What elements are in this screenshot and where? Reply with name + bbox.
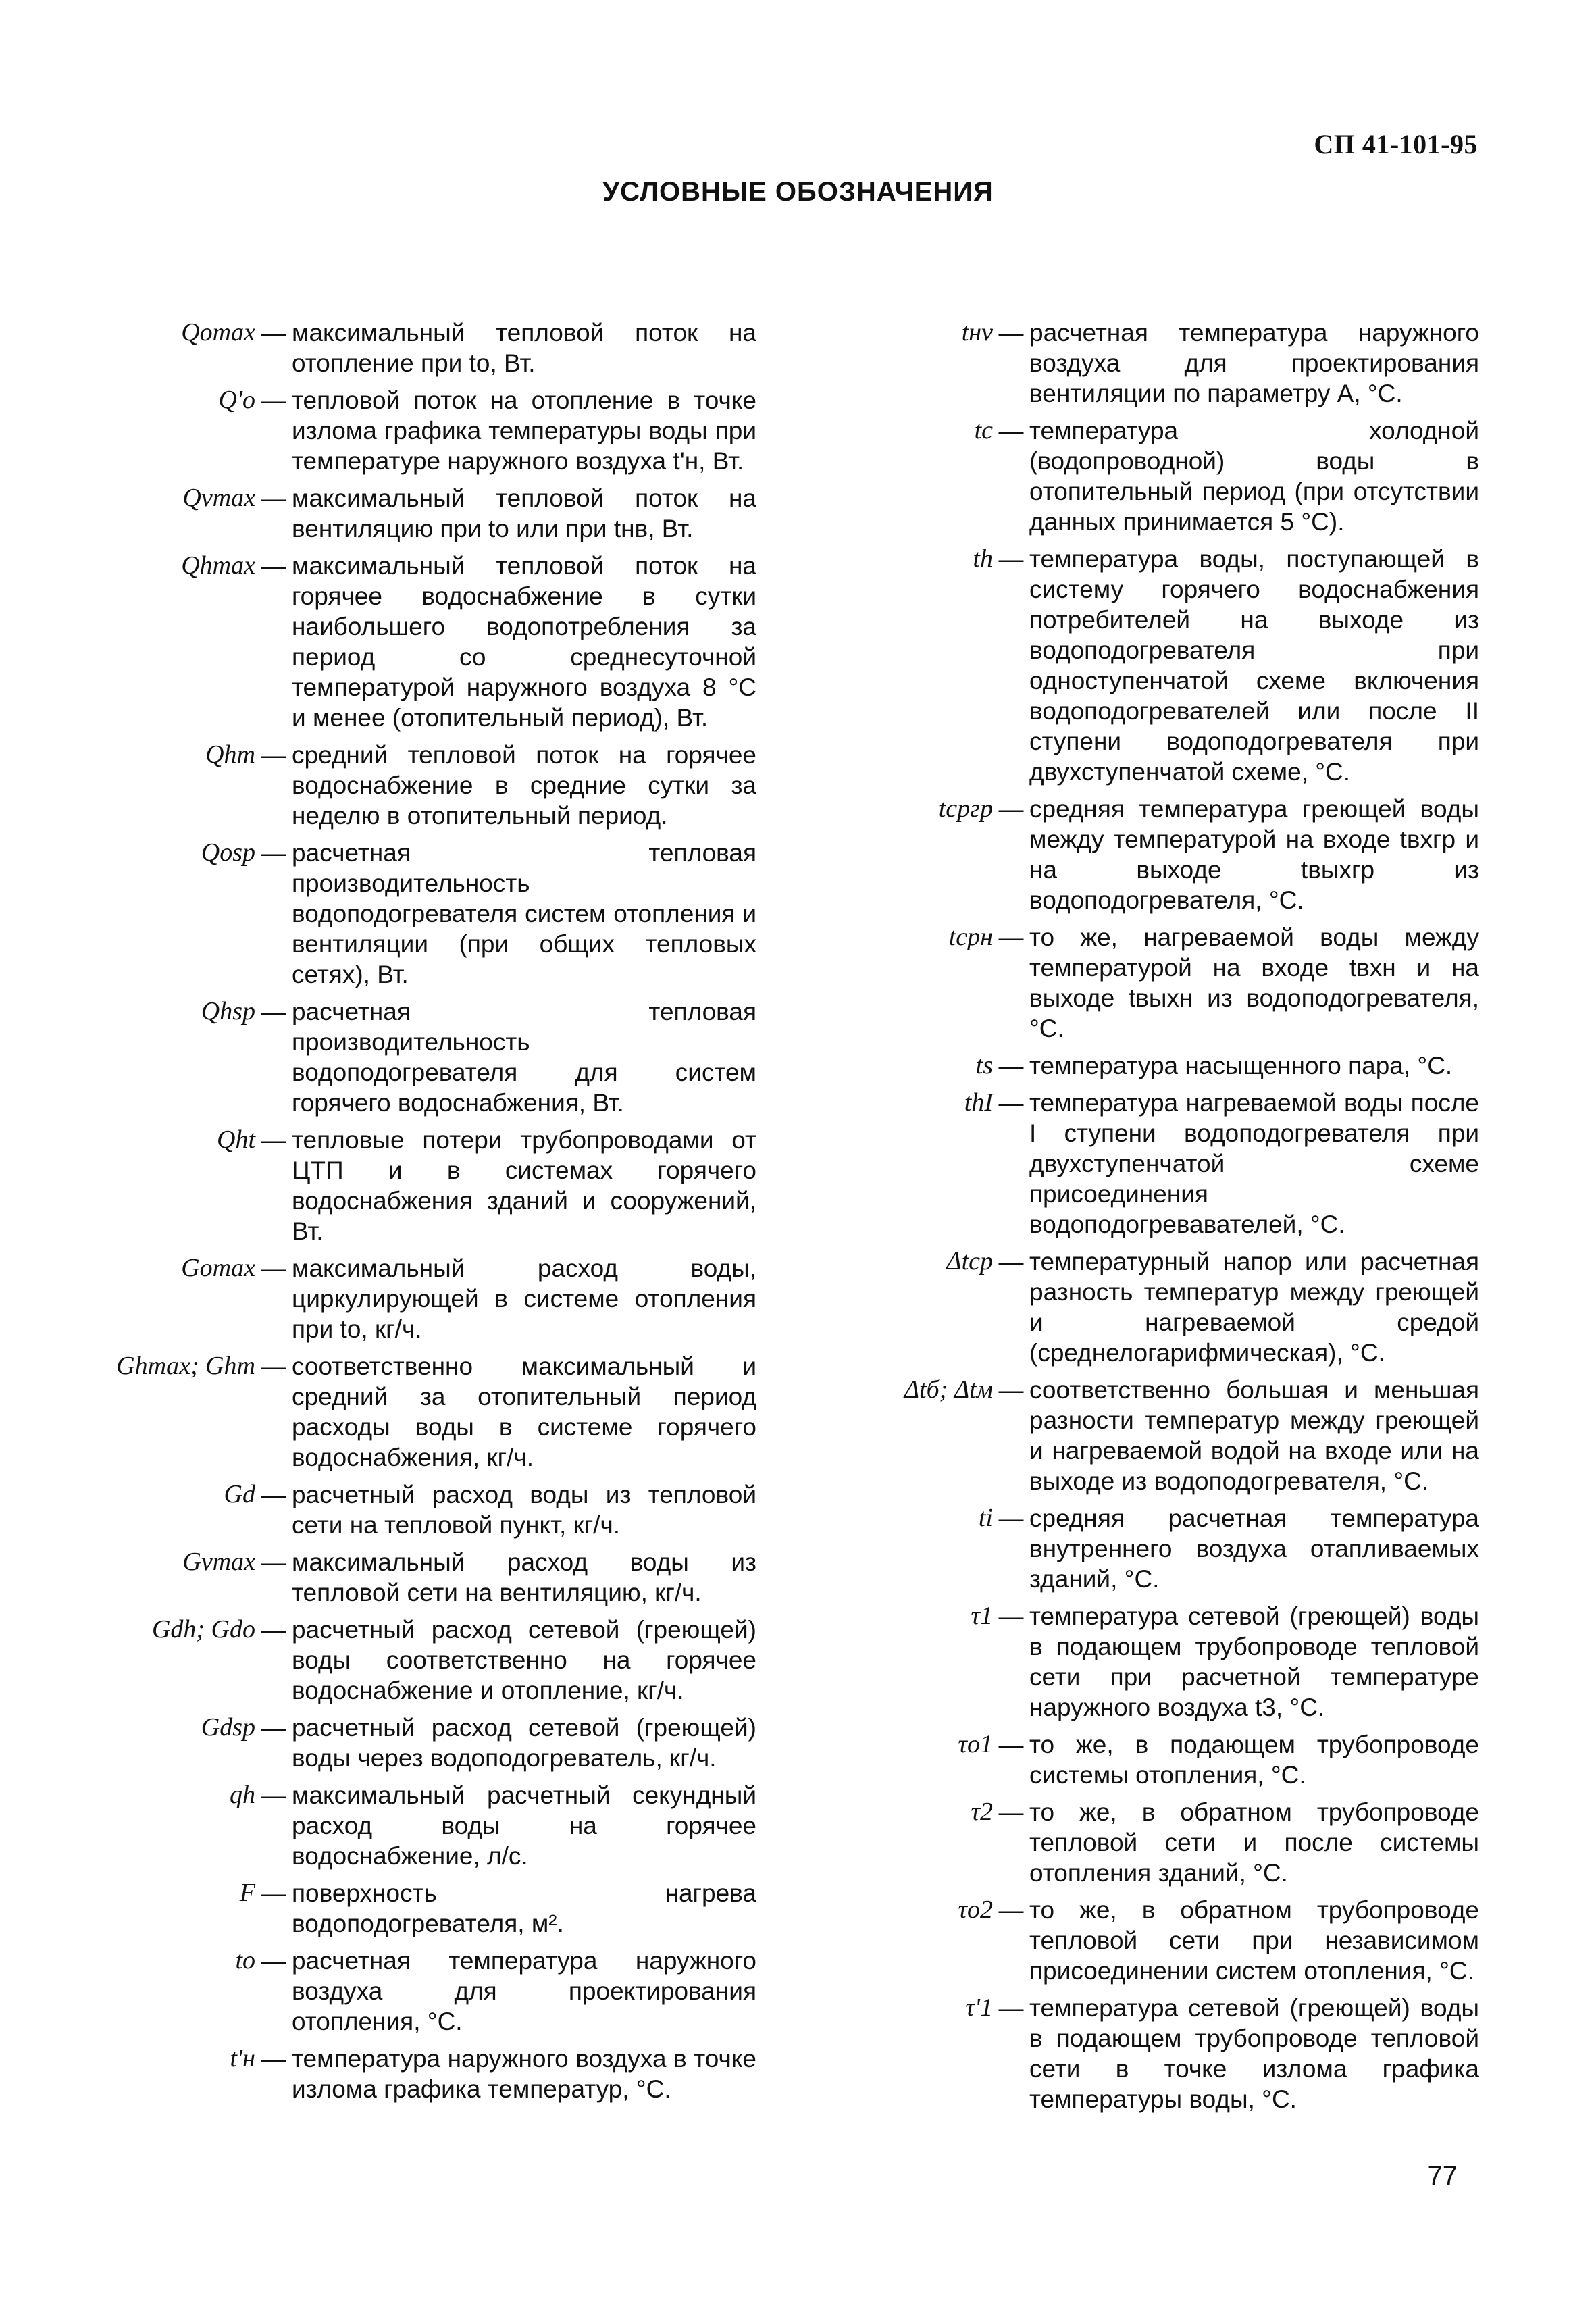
symbol: τ2 [971, 1798, 993, 1826]
definition-entry [108, 1615, 756, 1706]
definition-text: расчетная температура наружного воздуха для проектирования вентиляции по параметру А, °С. [1029, 319, 1479, 407]
symbol: Δtб; Δtм [904, 1375, 993, 1404]
symbol: qh [230, 1781, 255, 1809]
symbol: tс [974, 416, 993, 444]
definition-entry [831, 1797, 1479, 1888]
definition-text: расчетная температура наружного воздуха для проектирования отопления, °С. [292, 1947, 756, 2035]
symbol: Gdh; Gdо [151, 1615, 255, 1644]
definition-text: температура наружного воздуха в точке излома графика температур, °С. [292, 2045, 756, 2103]
definition-entry [831, 1895, 1479, 1986]
dash: — [261, 1879, 286, 1907]
symbol: Gvmax [182, 1548, 255, 1576]
definition-text: температура нагреваемой воды после I ступени водоподогревателя при двухступенчатой схеме присоединения водоподогревавателей, °С. [1029, 1089, 1479, 1238]
dash: — [998, 1602, 1024, 1630]
dash: — [261, 319, 286, 347]
definition-entry [831, 1601, 1479, 1723]
symbol: Q'о [218, 386, 255, 414]
definition-text: то же, в обратном трубопроводе тепловой сети и после системы отопления зданий, °С. [1029, 1798, 1479, 1887]
dash: — [998, 795, 1024, 823]
definition-entry [108, 1780, 756, 1871]
symbol: ts [975, 1051, 993, 1079]
dash: — [998, 417, 1024, 444]
dash: — [261, 1254, 286, 1282]
definition-entry [831, 415, 1479, 537]
symbol: τ1 [971, 1602, 993, 1630]
dash: — [261, 1947, 286, 1975]
symbol: Gdsp [201, 1713, 255, 1742]
symbol: Qhmax [181, 551, 255, 580]
symbol: Δtср [946, 1247, 993, 1275]
definition-text: расчетная тепловая производительность водоподогревателя для систем горячего водоснабжения, Вт. [292, 998, 756, 1117]
dash: — [998, 1052, 1024, 1079]
definition-entry [108, 1878, 756, 1939]
definition-entry [108, 317, 756, 378]
definition-text: температурный напор или расчетная разность температур между греющей и нагреваемой средой (среднелогарифмическая), °С. [1029, 1248, 1479, 1367]
definition-entry [831, 1503, 1479, 1594]
dash: — [998, 319, 1024, 347]
definition-text: расчетный расход воды из тепловой сети на тепловой пункт, кг/ч. [292, 1481, 756, 1539]
definition-text: максимальный расход воды из тепловой сети на вентиляцию, кг/ч. [292, 1548, 756, 1606]
definition-text: тепловой поток на отопление в точке излома графика температуры воды при температуре наружного воздуха t'н, Вт. [292, 386, 756, 475]
dash: — [998, 1896, 1024, 1924]
dash: — [261, 998, 286, 1025]
definition-entry [831, 544, 1479, 787]
dash: — [998, 923, 1024, 951]
symbol: τо2 [958, 1896, 993, 1924]
definition-entry [108, 385, 756, 476]
definition-entry [108, 483, 756, 544]
definition-entry [831, 317, 1479, 409]
page-title: УСЛОВНЫЕ ОБОЗНАЧЕНИЯ [602, 177, 994, 207]
definition-text: расчетный расход сетевой (греющей) воды соответственно на горячее водоснабжение и отопление, кг/ч. [292, 1616, 756, 1704]
definition-entry [831, 1050, 1479, 1081]
dash: — [261, 1126, 286, 1154]
symbol: Ghmax; Ghm [116, 1352, 255, 1380]
definition-entry [831, 1088, 1479, 1240]
definition-entry [108, 551, 756, 733]
definition-entry [108, 2043, 756, 2104]
symbol: Qhm [205, 740, 255, 769]
dash: — [261, 1352, 286, 1380]
definition-entry [108, 996, 756, 1118]
definition-text: поверхность нагрева водоподогревателя, м². [292, 1879, 756, 1937]
symbol: t'н [230, 2044, 255, 2073]
symbol: ti [978, 1504, 993, 1532]
dash: — [261, 741, 286, 769]
symbol: thI [964, 1088, 993, 1117]
definition-entry [831, 1246, 1479, 1368]
definition-text: средний тепловой поток на горячее водоснабжение в средние сутки за неделю в отопительный период. [292, 741, 756, 830]
symbol: Gd [224, 1480, 255, 1508]
definition-entry [108, 1547, 756, 1608]
document-code: СП 41-101-95 [1314, 129, 1478, 159]
definition-entry [831, 922, 1479, 1044]
definition-text: температура воды, поступающей в систему горячего водоснабжения потребителей на выходе из водоподогревателя при одноступенчатой схеме включения водоподогревателей или после II ступени водоподогревателя при двухступенчатой схеме, °С. [1029, 545, 1479, 786]
symbol: tнv [961, 318, 993, 347]
definition-entry [108, 1712, 756, 1773]
definition-entry [108, 740, 756, 831]
dash: — [998, 1376, 1024, 1404]
dash: — [998, 1248, 1024, 1275]
symbol: Qvmax [182, 484, 255, 512]
definition-entry [108, 1351, 756, 1473]
dash: — [261, 2045, 286, 2073]
right-column [831, 317, 1479, 2121]
definition-text: то же, нагреваемой воды между температурой на входе tвхн и на выходе tвыхн из водоподогревателя, °С. [1029, 923, 1479, 1042]
dash: — [998, 1731, 1024, 1758]
definition-entry [831, 1993, 1479, 2114]
dash: — [998, 1994, 1024, 2022]
definition-text: то же, в подающем трубопроводе системы отопления, °С. [1029, 1731, 1479, 1789]
dash: — [261, 1714, 286, 1742]
symbol: Qht [217, 1125, 255, 1154]
dash: — [998, 1798, 1024, 1826]
dash: — [261, 386, 286, 414]
definition-text: максимальный тепловой поток на отопление при tо, Вт. [292, 319, 756, 377]
dash: — [261, 484, 286, 512]
definition-entry [831, 1729, 1479, 1790]
definition-text: максимальный расход воды, циркулирующей в системе отопления при tо, кг/ч. [292, 1254, 756, 1343]
dash: — [998, 1504, 1024, 1532]
dash: — [998, 1089, 1024, 1117]
symbol: tсрн [948, 923, 993, 951]
symbol: tо [235, 1946, 255, 1975]
definition-text: соответственно большая и меньшая разности температур между греющей и нагреваемой водой на входе или на выходе из водоподогревателя, °С. [1029, 1376, 1479, 1495]
dash: — [261, 552, 286, 580]
dash: — [261, 839, 286, 867]
definition-text: максимальный расчетный секундный расход воды на горячее водоснабжение, л/с. [292, 1781, 756, 1870]
definition-text: то же, в обратном трубопроводе тепловой сети при независимом присоединении систем отопления, °С. [1029, 1896, 1479, 1985]
definition-text: температура холодной (водопроводной) воды в отопительный период (при отсутствии данных принимается 5 °С). [1029, 417, 1479, 536]
dash: — [261, 1548, 286, 1576]
symbol: τо1 [958, 1730, 993, 1758]
dash: — [261, 1481, 286, 1508]
definition-text: температура сетевой (греющей) воды в подающем трубопроводе тепловой сети в точке излома графика температуры воды, °С. [1029, 1994, 1479, 2113]
definition-text: максимальный тепловой поток на горячее водоснабжение в сутки наибольшего водопотребления за период со среднесуточной температурой наружного воздуха 8 °С и менее (отопительный период), Вт. [292, 552, 756, 732]
symbol: Qоsp [201, 838, 255, 867]
definition-text: соответственно максимальный и средний за отопительный период расходы воды в системе горячего водоснабжения, кг/ч. [292, 1352, 756, 1471]
page-number: 77 [1427, 2161, 1458, 2191]
definition-text: средняя температура греющей воды между температурой на входе tвхгр и на выходе tвыхгр из водоподогревателя, °С. [1029, 795, 1479, 914]
dash: — [261, 1781, 286, 1809]
symbol: τ'1 [965, 1993, 993, 2022]
definition-text: расчетная тепловая производительность водоподогревателя систем отопления и вентиляции (при общих тепловых сетях), Вт. [292, 839, 756, 988]
symbol: F [239, 1879, 255, 1907]
definition-entry [831, 1375, 1479, 1496]
definition-entry [108, 1125, 756, 1246]
left-column [108, 317, 756, 2111]
symbol: th [973, 544, 993, 573]
definition-text: максимальный тепловой поток на вентиляцию при tо или при tнв, Вт. [292, 484, 756, 542]
definition-entry [831, 794, 1479, 915]
definition-text: тепловые потери трубопроводами от ЦТП и в системах горячего водоснабжения зданий и сооружений, Вт. [292, 1126, 756, 1245]
dash: — [261, 1616, 286, 1644]
symbol: Gomax [181, 1254, 255, 1282]
symbol: tсргр [938, 794, 993, 823]
symbol: Qhsp [201, 997, 255, 1025]
definition-entry [108, 838, 756, 990]
definition-entry [108, 1946, 756, 2037]
definition-text: температура насыщенного пара, °С. [1029, 1052, 1453, 1079]
definition-text: температура сетевой (греющей) воды в подающем трубопроводе тепловой сети при расчетной температуре наружного воздуха t3, °С. [1029, 1602, 1479, 1721]
definition-text: средняя расчетная температура внутреннего воздуха отапливаемых зданий, °С. [1029, 1504, 1479, 1593]
definition-text: расчетный расход сетевой (греющей) воды через водоподогреватель, кг/ч. [292, 1714, 756, 1772]
definition-entry [108, 1253, 756, 1344]
dash: — [998, 545, 1024, 573]
definition-entry [108, 1479, 756, 1540]
symbol: Qomax [181, 318, 255, 347]
